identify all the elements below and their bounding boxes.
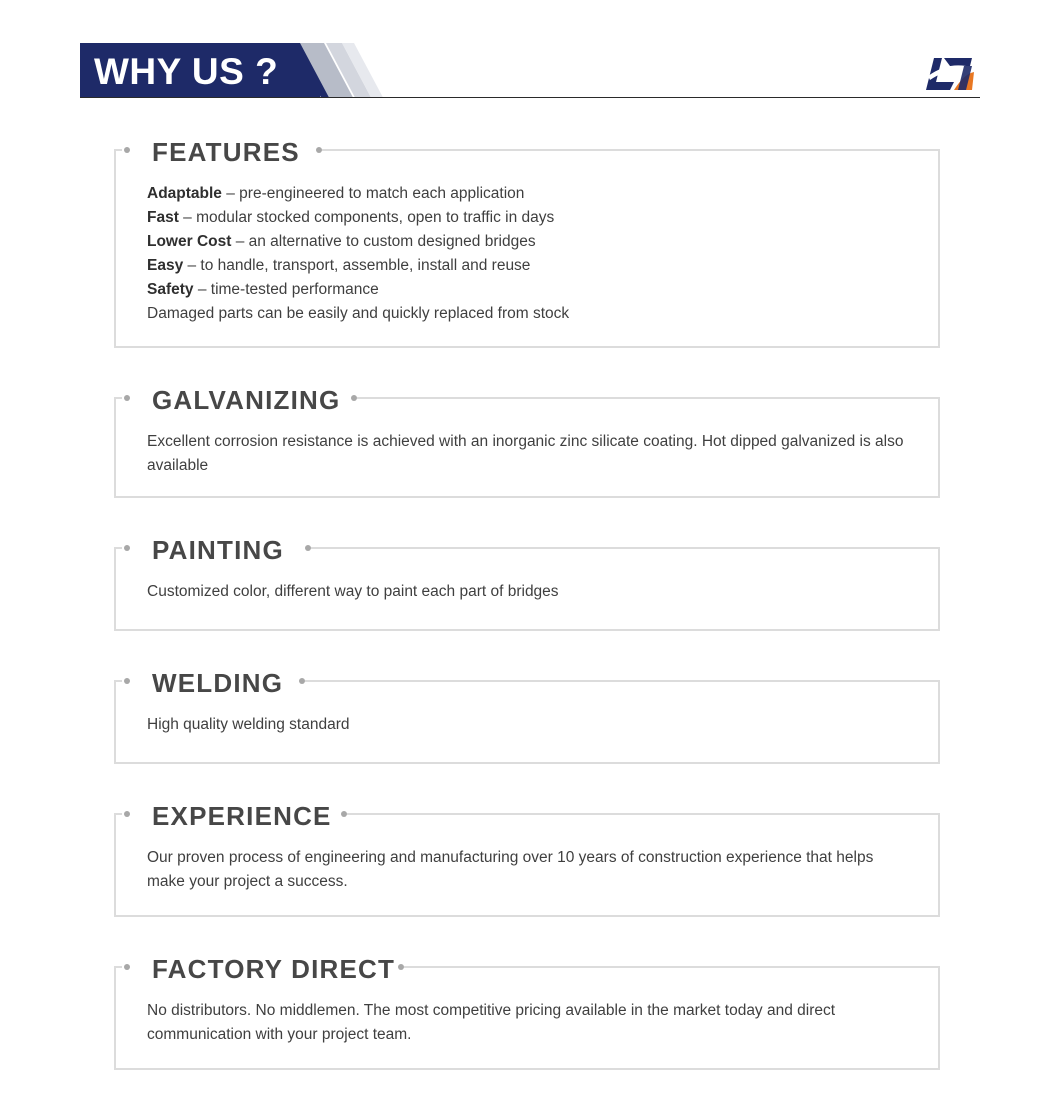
- feature-text: Damaged parts can be easily and quickly replaced from stock: [147, 305, 570, 322]
- feature-item: [147, 230, 904, 254]
- section-title: FEATURES: [152, 137, 300, 167]
- feature-text: – an alternative to custom designed bridges: [231, 233, 536, 250]
- page-header: [0, 0, 1060, 110]
- feature-item: [147, 182, 904, 206]
- section-welding: [114, 668, 940, 764]
- section-body: [147, 430, 904, 478]
- feature-label: Adaptable: [147, 185, 222, 202]
- frame-top-left: [114, 397, 122, 399]
- frame-top-left: [114, 149, 122, 151]
- feature-text: – to handle, transport, assemble, install and reuse: [183, 257, 531, 274]
- section-body: [147, 182, 904, 326]
- frame-dot: [124, 395, 130, 401]
- frame-top-right: [357, 397, 940, 399]
- section-body: [147, 713, 904, 737]
- feature-label: Easy: [147, 257, 184, 274]
- frame-top-left: [114, 680, 122, 682]
- page-title: WHY US ?: [94, 51, 279, 92]
- section-factory-direct: [114, 954, 940, 1070]
- section-text: High quality welding standard: [147, 716, 350, 733]
- feature-item: [147, 206, 904, 230]
- frame-top-left: [114, 966, 122, 968]
- section-galvanizing: [114, 385, 940, 498]
- feature-text: – modular stocked components, open to traffic in days: [178, 209, 555, 226]
- section-painting: [114, 535, 940, 631]
- section-experience: [114, 801, 940, 917]
- frame-dot: [124, 147, 130, 153]
- section-title: GALVANIZING: [152, 385, 341, 415]
- section-text: Our proven process of engineering and manufacturing over 10 years of construction experience that helps make your project a success.: [147, 849, 874, 890]
- company-logo: [924, 54, 976, 92]
- section-title: FACTORY DIRECT: [152, 954, 396, 984]
- frame-top-right: [347, 813, 940, 815]
- section-title: EXPERIENCE: [152, 801, 332, 831]
- feature-text: – time-tested performance: [193, 281, 379, 298]
- frame-dot: [124, 545, 130, 551]
- frame-top-right: [311, 547, 940, 549]
- section-body: [147, 999, 904, 1047]
- frame-top-right: [305, 680, 940, 682]
- frame-top-right: [404, 966, 940, 968]
- section-body: [147, 846, 904, 894]
- header-divider: [80, 97, 980, 98]
- feature-item: [147, 302, 904, 326]
- frame-top-right: [322, 149, 940, 151]
- feature-label: Fast: [147, 209, 179, 226]
- feature-item: [147, 254, 904, 278]
- section-text: No distributors. No middlemen. The most competitive pricing available in the market today and direct communication with your project team.: [147, 1002, 836, 1043]
- section-text: Excellent corrosion resistance is achieved with an inorganic zinc silicate coating. Hot dipped galvanized is also available: [147, 433, 904, 474]
- feature-label: Safety: [147, 281, 194, 298]
- section-features: [114, 137, 940, 348]
- feature-item: [147, 278, 904, 302]
- frame-dot: [124, 964, 130, 970]
- section-text: Customized color, different way to paint each part of bridges: [147, 583, 559, 600]
- frame-dot: [124, 811, 130, 817]
- section-title: WELDING: [152, 668, 284, 698]
- frame-top-left: [114, 547, 122, 549]
- section-body: [147, 580, 904, 604]
- frame-dot: [124, 678, 130, 684]
- section-title: PAINTING: [152, 535, 284, 565]
- feature-label: Lower Cost: [147, 233, 232, 250]
- frame-top-left: [114, 813, 122, 815]
- feature-text: – pre-engineered to match each application: [221, 185, 525, 202]
